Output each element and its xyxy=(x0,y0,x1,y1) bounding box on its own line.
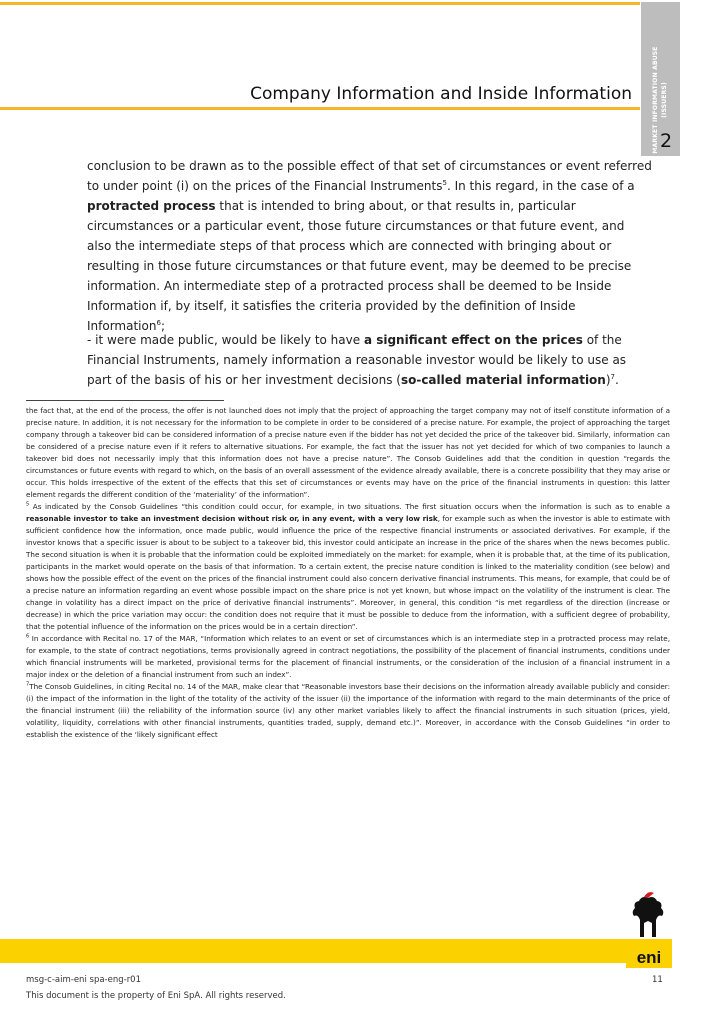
header-bottom-rule xyxy=(0,107,640,110)
text-run: . In this regard, in the case of a xyxy=(446,179,635,193)
text-run: ; xyxy=(160,319,165,333)
footnote-marker: 7 xyxy=(26,681,30,688)
text-run: of the Financial Instruments, namely information a reasonable investor would be likely to use as part of the basis of his or her investment decisions ( xyxy=(87,333,627,387)
footnote-6 xyxy=(26,633,670,681)
footnote-7 xyxy=(26,681,670,741)
footnotes xyxy=(26,405,670,741)
text-run: In accordance with Recital no. 17 of the MAR, “Information which relates to an event or set of circumstances which is an intermediate step in a protracted process may relate, for example, to the state of contract negotiations, terms provisionally agreed in contract negotiations, the possibility of the placement of financial instruments, conditions under which financial instruments will be marketed, provisional terms for the placement of financial instruments, or the consideration of the inclusion of a financial instrument in a major index or the deletion of a financial instrument from such an index”. xyxy=(26,634,670,679)
footer-page-number: 11 xyxy=(652,975,663,985)
footnote-marker: 7 xyxy=(610,373,615,381)
six-legged-dog-icon xyxy=(633,897,664,937)
side-label-line1: MARKET INFORMATION ABUSE xyxy=(652,46,659,154)
footer-yellow-band xyxy=(0,939,632,963)
side-label-line2: (ISSUERS) xyxy=(661,82,668,118)
footnote-marker: 5 xyxy=(442,179,447,187)
text-run: that is intended to bring about, or that results in, particular circumstances or a particular event, those future circumstances or that future event, and also the intermediate steps of that process which are connected with bringing about or resulting in those future circumstances or that future event, may be deemed to be precise information. An intermediate step of a protracted process shall be deemed to be Inside Information if, by itself, it satisfies the criteria provided by the definition of Inside Information xyxy=(87,199,632,333)
text-run: conclusion to be drawn as to the possible effect of that set of circumstances or event referred to under point (i) on the prices of the Financial Instruments xyxy=(87,159,652,193)
body-paragraph-2 xyxy=(87,330,652,390)
body-paragraph-1-text xyxy=(87,156,652,336)
header-top-rule xyxy=(0,2,640,5)
text-run: the fact that, at the end of the process, the offer is not launched does not imply that the project of approaching the target company may not of itself constitute information of a precise nature. In addition, it is not necessary for the information to be complete in order to be considered of a precise nature. For example, the project of approaching the target company through a takeover bid can be considered information of a precise nature even if the bidder has not yet decided the price of the takeover bid. Similarly, information can be considered of a precise nature even if it refers to alternative situations. For example, the fact that the issuer has not yet decided for which of two companies to launch a takeover bid does not necessarily imply that this information does not have a precise nature”. The Consob Guidelines add that the condition in question “regards the circumstances or future events with regard to which, on the basis of an overall assessment of the evidence already available, there is a concrete possibility that they may arise or occur. This holds irrespective of the extent of the effects that this set of circumstances or events may have on the price of the financial instruments in question: this latter element regards the different condition of the ‘materiality’ of the information”. xyxy=(26,406,670,499)
footnote-marker: 5 xyxy=(26,501,30,508)
eni-logo-icon xyxy=(626,890,672,968)
text-run: ) xyxy=(605,373,611,387)
body-paragraph-1 xyxy=(87,156,652,336)
footnote-marker: 6 xyxy=(26,633,30,640)
logo-wordmark: eni xyxy=(636,948,662,967)
bold-emphasis: so-called material information xyxy=(400,373,606,387)
text-run: . xyxy=(615,373,619,387)
bold-emphasis: protracted process xyxy=(87,199,216,213)
footnote-marker: 6 xyxy=(156,319,161,327)
text-run: , for example such as when the investor is able to estimate with sufficient confidence how the information, once made public, would influence the price of the respective financial instruments or associated derivatives. For example, if the investor knows that a specific issuer is about to be subject to a takeover bid, this investor could anticipate an increase in the price of the shares when the news becomes public. The second situation is when it is probable that the information could be exploited immediately on the market: for example, when it is probable that, at the time of its publication, participants in the market would operate on the basis of that information. To a certain extent, the precise nature condition is linked to the materiality condition (see below) and shows how the possible effect of the event on the prices of the financial instrument could also concern derivative financial instruments. This means, for example, that could be of a precise nature an information regarding an event whose possible impact on the share price is not yet known, but whose impact on the volatility of the instrument is clear. The change in volatility has a direct impact on the price of derivative financial instruments”. Moreover, in general, this condition “is met regardless of the direction (increase or decrease) in which the price variation may occur: the condition does not require that it must be possible to deduce from the information, with a sufficient degree of probability, that the potential influence of the information on the prices would be in a certain direction”. xyxy=(26,514,670,631)
body-paragraph-2-text xyxy=(87,330,652,390)
text-run: - it were made public, would be likely to have xyxy=(87,333,364,347)
chapter-number: 2 xyxy=(660,130,673,152)
footnote-5 xyxy=(26,501,670,633)
bold-emphasis: a significant effect on the prices xyxy=(363,333,583,347)
footnote-continuation xyxy=(26,405,670,501)
chapter-side-label xyxy=(651,10,669,190)
page-title: Company Information and Inside Information xyxy=(250,84,632,104)
footer-property-notice: This document is the property of Eni SpA. All rights reserved. xyxy=(26,991,286,1001)
footer-document-code: msg-c-aim-eni spa-eng-r01 xyxy=(26,975,141,985)
text-run: The Consob Guidelines, in citing Recital no. 14 of the MAR, make clear that “Reasonable investors base their decisions on the information already available publicly and consider: (i) the impact of the information in the light of the totality of the activity of the issuer (ii) the importance of the information with regard to the main determinants of the price of the financial instrument (iii) the reliability of the information source (iv) any other market variables likely to affect the financial instruments in such situation (prices, yield, volatility, liquidity, correlations with other financial instruments, quantities traded, supply, demand etc.)”. Moreover, in accordance with the Consob Guidelines “in order to establish the existence of the ‘likely significant effect xyxy=(26,682,670,739)
bold-emphasis: reasonable investor to take an investment decision without risk or, in any event, with a very low risk xyxy=(26,514,438,523)
footnote-separator xyxy=(26,400,224,401)
text-run: As indicated by the Consob Guidelines “this condition could occur, for example, in two situations. The first situation occurs when the information is such as to enable a xyxy=(29,502,670,511)
